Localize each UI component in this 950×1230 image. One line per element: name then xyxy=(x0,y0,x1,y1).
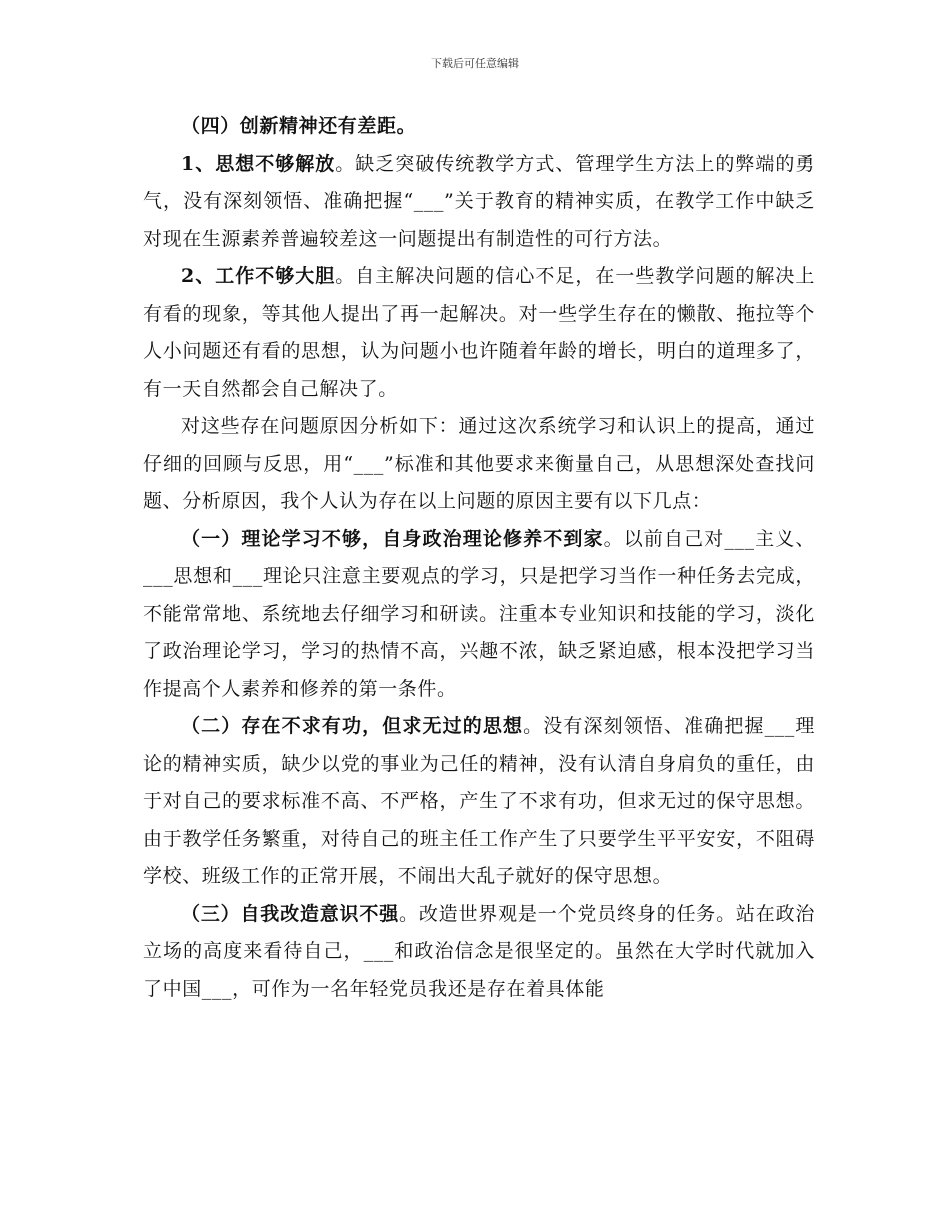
paragraph-2-lead: 2、工作不够大胆 xyxy=(181,265,336,287)
section-heading: （四）创新精神还有差距。 xyxy=(181,115,417,137)
paragraph-3-text: 对这些存在问题原因分析如下：通过这次系统学习和认识上的提高，通过仔细的回顾与反思，用“___”标准和其他要求来衡量自己，从思想深处查找问题、分析原因，我个人认为存在以上问题的原因主要有以下几点： xyxy=(143,415,815,512)
paragraph-2-text: 。自主解决问题的信心不足，在一些教学问题的解决上有看的现象，等其他人提出了再一起解决。对一些学生存在的懒散、拖拉等个人小问题还有看的思想，认为问题小也许随着年龄的增长，明白的道理多了，有一天自然都会自己解决了。 xyxy=(143,265,815,400)
header-note: 下载后可任意编辑 xyxy=(431,57,519,70)
paragraph-3 xyxy=(143,408,815,521)
paragraph-4-text: 。以前自己对___主义、___思想和___理论只注意主要观点的学习，只是把学习当作一种任务去完成，不能常常地、系统地去仔细学习和研读。注重本专业知识和技能的学习，淡化了政治理论学习，学习的热情不高，兴趣不浓，缺乏紧迫感，根本没把学习当作提高个人素养和修养的第一条件。 xyxy=(143,527,816,700)
paragraph-2 xyxy=(143,258,815,408)
paragraph-1 xyxy=(143,146,815,259)
paragraph-6 xyxy=(143,896,815,1009)
paragraph-5-lead: （二）存在不求有功，但求无过的思想 xyxy=(181,715,524,737)
paragraph-6-text: 。改造世界观是一个党员终身的任务。站在政治立场的高度来看待自己，___和政治信念是很坚定的。虽然在大学时代就加入了中国___，可作为一名年轻党员我还是存在着具体能 xyxy=(143,902,815,1000)
paragraph-5-text: 。没有深刻领悟、准确把握___理论的精神实质，缺少以党的事业为己任的精神，没有认清自身肩负的重任，由于对自己的要求标准不高、不严格，产生了不求有功，但求无过的保守思想。由于教学任务繁重，对待自己的班主任工作产生了只要学生平平安安，不阻碍学校、班级工作的正常开展，不闹出大乱子就好的保守思想。 xyxy=(143,715,815,887)
paragraph-6-lead: （三）自我改造意识不强 xyxy=(181,902,400,925)
document-body xyxy=(143,108,815,1008)
paragraph-1-lead: 1、思想不够解放 xyxy=(181,152,336,175)
paragraph-5 xyxy=(143,708,815,896)
paragraph-4 xyxy=(143,521,815,709)
paragraph-1-text: 。缺乏突破传统教学方式、管理学生方法上的弊端的勇气，没有深刻领悟、准确把握“___”关于教育的精神实质，在教学工作中缺乏对现在生源素养普遍较差这一问题提出有制造性的可行方法。 xyxy=(143,152,815,250)
paragraph-4-lead: （一）理论学习不够，自身政治理论修养不到家 xyxy=(181,527,604,550)
